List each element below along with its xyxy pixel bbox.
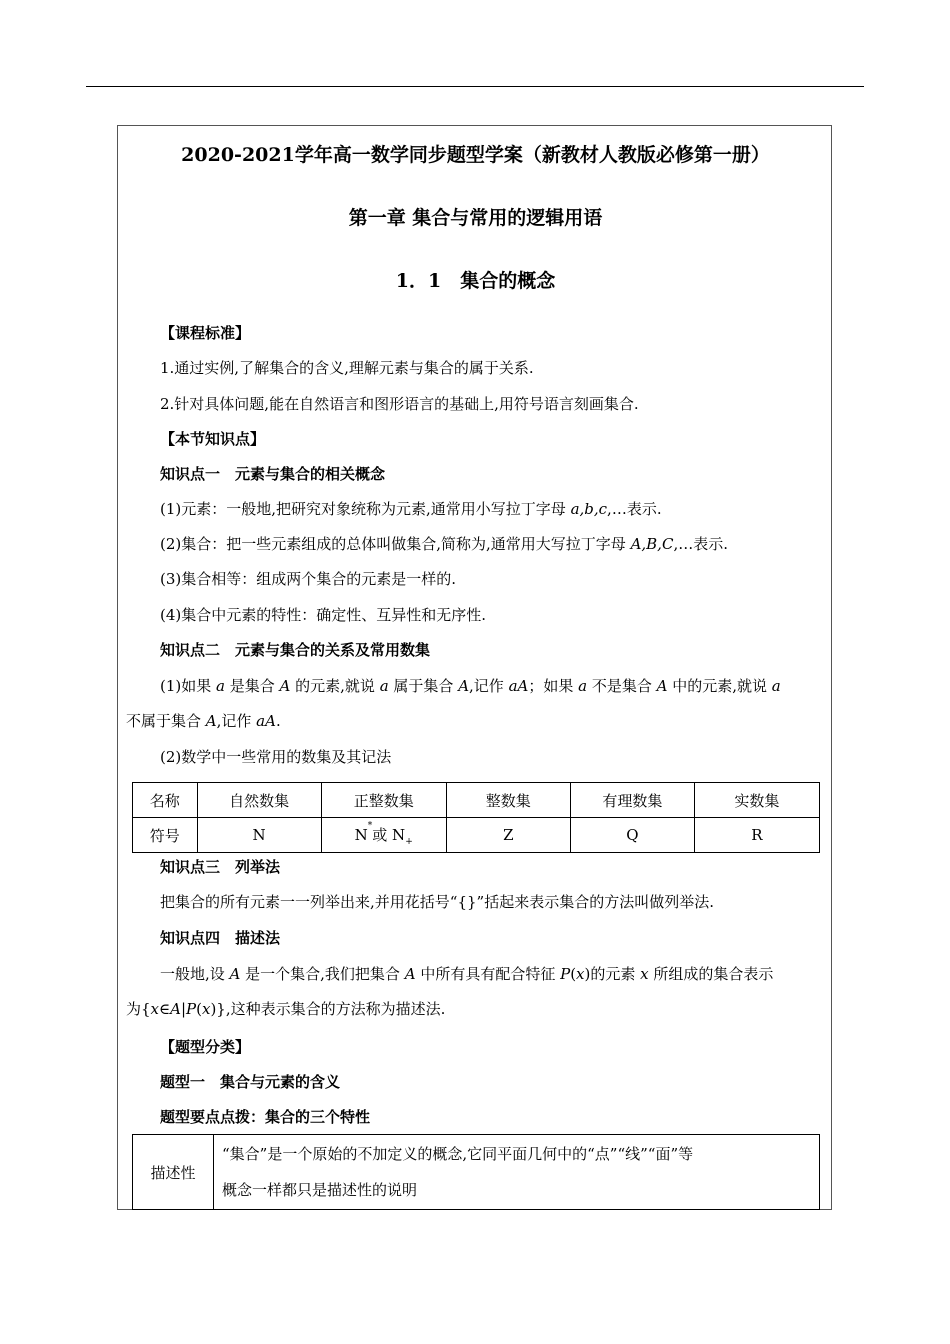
- standards-item-1: 1.通过实例,了解集合的含义,理解元素与集合的属于关系.: [160, 359, 534, 377]
- enumeration-definition: 把集合的所有元素一一列举出来,并用花括号“{}”括起来表示集合的方法叫做列举法.: [160, 893, 714, 911]
- description-line-1: 一般地,设 A 是一个集合,我们把集合 A 中所有具有配合特征 P(x)的元素 x 所组成的集合表示: [160, 965, 774, 983]
- content-frame: [117, 125, 832, 1210]
- table-header-cell: 正整数集: [321, 783, 446, 818]
- integer-symbol: Z: [446, 818, 570, 853]
- rational-symbol: Q: [570, 818, 694, 853]
- type-1-title: 题型一 集合与元素的含义: [160, 1073, 341, 1091]
- membership-line-1: (1)如果 a 是集合 A 的元素,就说 a 属于集合 A,记作 aA；如果 a 不是集合 A 中的元素,就说 a: [160, 677, 781, 695]
- number-sets-intro: (2)数学中一些常用的数集及其记法: [160, 748, 392, 766]
- knowledge-heading: 【本节知识点】: [160, 430, 266, 448]
- description-line-2: 为{x∈A|P(x)},这种表示集合的方法称为描述法.: [126, 1000, 446, 1018]
- table-row-label: 符号: [133, 818, 198, 853]
- property-description: “集合”是一个原始的不加定义的概念,它同平面几何中的“点”“线”“面”等 概念一样都只是描述性的说明: [214, 1135, 820, 1210]
- document-title: 2020-2021学年高一数学同步题型学案（新教材人教版必修第一册）: [181, 144, 770, 166]
- table-header-cell: 整数集: [446, 783, 570, 818]
- table-header-cell: 实数集: [694, 783, 819, 818]
- table-header-cell: 有理数集: [570, 783, 694, 818]
- table-row: [133, 1135, 820, 1210]
- real-symbol: R: [694, 818, 819, 853]
- set-definition: (2)集合：把一些元素组成的总体叫做集合,简称为,通常用大写拉丁字母 A,B,C,…表示.: [160, 535, 728, 553]
- positive-integer-symbol: N*或 $N_+$: [321, 818, 446, 853]
- chapter-title: 第一章 集合与常用的逻辑用语: [348, 207, 603, 229]
- membership-line-2: 不属于集合 A,记作 aA.: [126, 712, 281, 730]
- table-row: [133, 818, 820, 853]
- set-properties: (4)集合中元素的特性：确定性、互异性和无序性.: [160, 606, 487, 624]
- knowledge-point-1-title: 知识点一 元素与集合的相关概念: [160, 465, 386, 483]
- standards-item-2: 2.针对具体问题,能在自然语言和图形语言的基础上,用符号语言刻画集合.: [160, 395, 639, 413]
- set-equality: (3)集合相等：组成两个集合的元素是一样的.: [160, 570, 457, 588]
- natural-number-symbol: N: [197, 818, 321, 853]
- knowledge-point-2-title: 知识点二 元素与集合的关系及常用数集: [160, 641, 431, 659]
- types-heading: 【题型分类】: [160, 1038, 251, 1056]
- element-definition: (1)元素：一般地,把研究对象统称为元素,通常用小写拉丁字母 a,b,c,…表示.: [160, 500, 662, 518]
- table-header-cell: 自然数集: [197, 783, 321, 818]
- type-1-tip: 题型要点点拨：集合的三个特性: [160, 1108, 371, 1126]
- header-rule: [86, 86, 864, 87]
- number-sets-table: [132, 782, 820, 853]
- knowledge-point-3-title: 知识点三 列举法: [160, 858, 281, 876]
- table-row: [133, 783, 820, 818]
- properties-table: [132, 1134, 820, 1210]
- property-label: 描述性: [133, 1135, 214, 1210]
- standards-heading: 【课程标准】: [160, 324, 251, 342]
- knowledge-point-4-title: 知识点四 描述法: [160, 929, 281, 947]
- section-title: 1．1 集合的概念: [395, 270, 556, 292]
- table-header-cell: 名称: [133, 783, 198, 818]
